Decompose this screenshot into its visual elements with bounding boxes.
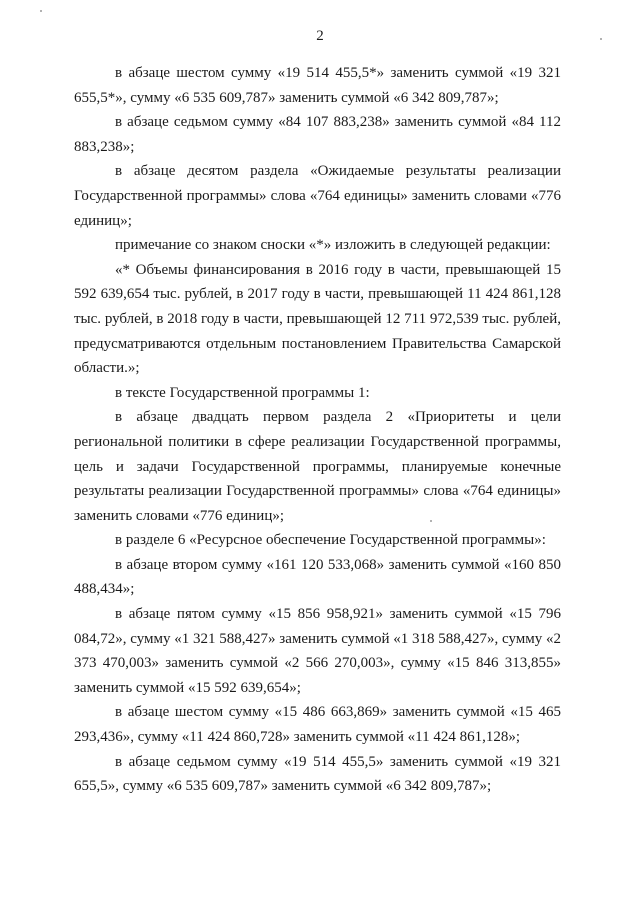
paragraph-program-1: в тексте Государственной программы 1: <box>115 384 370 401</box>
paragraph-abzac-6: в абзаце шестом сумму «19 514 455,5*» заменить суммой «19 321 655,5*», сумму «6 535 609,787» заменить суммой «6 342 809,787»; <box>74 65 561 106</box>
scan-speck <box>600 38 602 40</box>
paragraph-abzac-7: в абзаце седьмом сумму «84 107 883,238» заменить суммой «84 112 883,238»; <box>74 114 561 155</box>
paragraph-section-6-abzac-2: в абзаце втором сумму «161 120 533,068» заменить суммой «160 850 488,434»; <box>74 556 561 598</box>
paragraph-section-2: в абзаце двадцать первом раздела 2 «Приоритеты и цели региональной политики в сфере реализации Государственной программы, цель и задачи Государственной программы, планируемые конечные результаты реализации Государственной программы» слова «764 единицы» заменить словами «776 единиц»; <box>74 409 561 524</box>
paragraph-section-6-abzac-7: в абзаце седьмом сумму «19 514 455,5» заменить суммой «19 321 655,5», сумму «6 535 609,787» заменить суммой «6 342 809,787»; <box>74 753 561 795</box>
paragraph-section-6-abzac-6: в абзаце шестом сумму «15 486 663,869» заменить суммой «15 465 293,436», сумму «11 424 860,728» заменить суммой «11 424 861,128»; <box>74 704 561 746</box>
paragraph-footnote-note: примечание со знаком сноски «*» изложить в следующей редакции: <box>115 237 551 254</box>
paragraph-section-6: в разделе 6 «Ресурсное обеспечение Государственной программы»: <box>115 532 546 549</box>
paragraph-footnote-text: «* Объемы финансирования в 2016 году в части, превышающей 15 592 639,654 тыс. рублей, в 2017 году в части, превышающей 11 424 861,128 тыс. рублей, в 2018 году в части, превышающей 12 711 972,539 тыс. рублей, предусматриваются отдельным постановлением Правительства Самарской области.»; <box>74 261 561 377</box>
paragraph-abzac-10: в абзаце десятом раздела «Ожидаемые результаты реализации Государственной программы» слова «764 единицы» заменить словами «776 единиц»; <box>74 163 561 229</box>
paragraph-section-6-abzac-5: в абзаце пятом сумму «15 856 958,921» заменить суммой «15 796 084,72», сумму «1 321 588,427» заменить суммой «1 318 588,427», сумму «2 373 470,003» заменить суммой «2 566 270,003», сумму «15 846 313,855» заменить суммой «15 592 639,654»; <box>74 606 561 696</box>
scan-speck <box>40 10 42 12</box>
page-number: 2 <box>316 28 324 44</box>
scan-speck <box>430 520 432 522</box>
document-body <box>74 61 561 799</box>
